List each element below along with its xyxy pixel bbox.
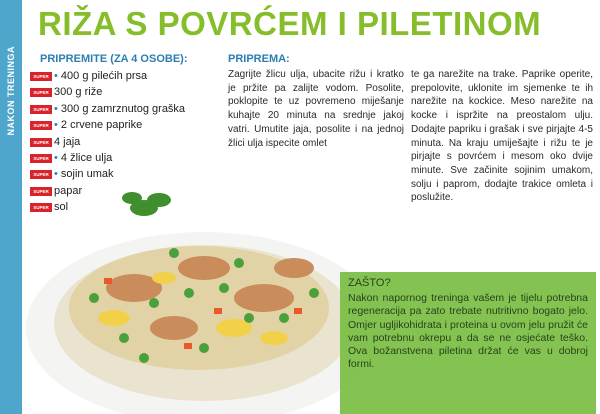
tip-box [340,272,596,414]
ingredient-bullet: • [54,70,58,82]
ingredient-bullet: • [54,102,58,115]
ingredient-tag: SUPER [30,154,52,163]
ingredient-text [54,118,142,133]
ingredient-label: 300 g zamrznutog graška [60,102,186,115]
ingredient-tag: SUPER [30,72,52,81]
ingredient-tag: SUPER [30,138,52,147]
ingredient-tag: SUPER [30,203,52,212]
ingredient-bullet: • [54,168,58,181]
preparation-heading: PRIPREMA: [228,53,290,65]
tip-heading: ZAŠTO? [348,277,391,289]
ingredients-heading: PRIPREMITE (ZA 4 OSOBE): [40,53,188,65]
ingredient-item [30,85,220,100]
ingredient-label: sol [54,201,69,214]
ingredient-bullet: • [54,151,58,164]
ingredient-tag: SUPER [30,170,52,179]
ingredient-text [54,135,80,150]
ingredient-text [54,151,112,166]
ingredient-text [54,85,102,100]
ingredient-item [30,69,220,84]
ingredient-label: 4 jaja [54,135,81,148]
tip-text: Nakon napornog treninga vašem je tijelu potrebna regeneracija pa zato trebate nutritivno bogato jelo. Omjer ugljikohidrata i proteina u ovom jelu pružit će vam potrebnu okrepu a da se ne osjećate teško. Ova božanstvena piletina držat će vas u dobroj formi. [348,292,588,371]
preparation-column-1 [228,68,404,150]
sidebar-label-text: NAKON TRENINGA [6,46,16,136]
ingredient-text [54,102,185,117]
ingredient-item [30,102,220,117]
ingredient-bullet: • [54,119,58,132]
preparation-text-1: Zagrijte žlicu ulja, ubacite rižu i kratko je pržite pa zalijte vodom. Posolite, poklopite te uz povremeno miješanje kuhajte 20 minuta na srednje jakoj vatri. Umutite jaja, posolite i na jednoj žlici ulja ispecite omlet [228,69,404,149]
ingredient-item [30,151,220,166]
ingredient-tag: SUPER [30,187,52,196]
ingredient-text [54,69,147,84]
ingredient-label: 300 g riže [54,86,103,99]
ingredient-item [30,135,220,150]
ingredient-label: papar [54,184,83,197]
sidebar-label [2,36,20,146]
ingredient-label: 2 crvene paprike [60,119,143,132]
preparation-text-2: te ga narežite na trake. Paprike operite, prepolovite, uklonite im sjemenke te ih narežite na kockice. Meso narežite na kocke i ispržite na preostalom ulju. Dodajte papriku i grašak i sve pirjajte 4-5 minuta. Na kraju umiješajte i rižu te je pirjajte s povrćem i mesom oko dvije minute. Sve začinite sojinim umakom, solju i paprom, dodajte trakice omleta i poslužite. [411,69,593,204]
ingredient-tag: SUPER [30,121,52,130]
sidebar-strip [0,0,22,414]
ingredient-item [30,118,220,133]
ingredient-label: sojin umak [60,168,114,181]
ingredient-label: 400 g pilećih prsa [60,70,148,82]
ingredient-tag: SUPER [30,105,52,114]
recipe-title: RIŽA S POVRĆEM I PILETINOM [38,5,542,42]
ingredient-tag: SUPER [30,88,52,97]
ingredient-label: 4 žlice ulja [60,151,113,164]
preparation-column-2 [411,68,593,205]
